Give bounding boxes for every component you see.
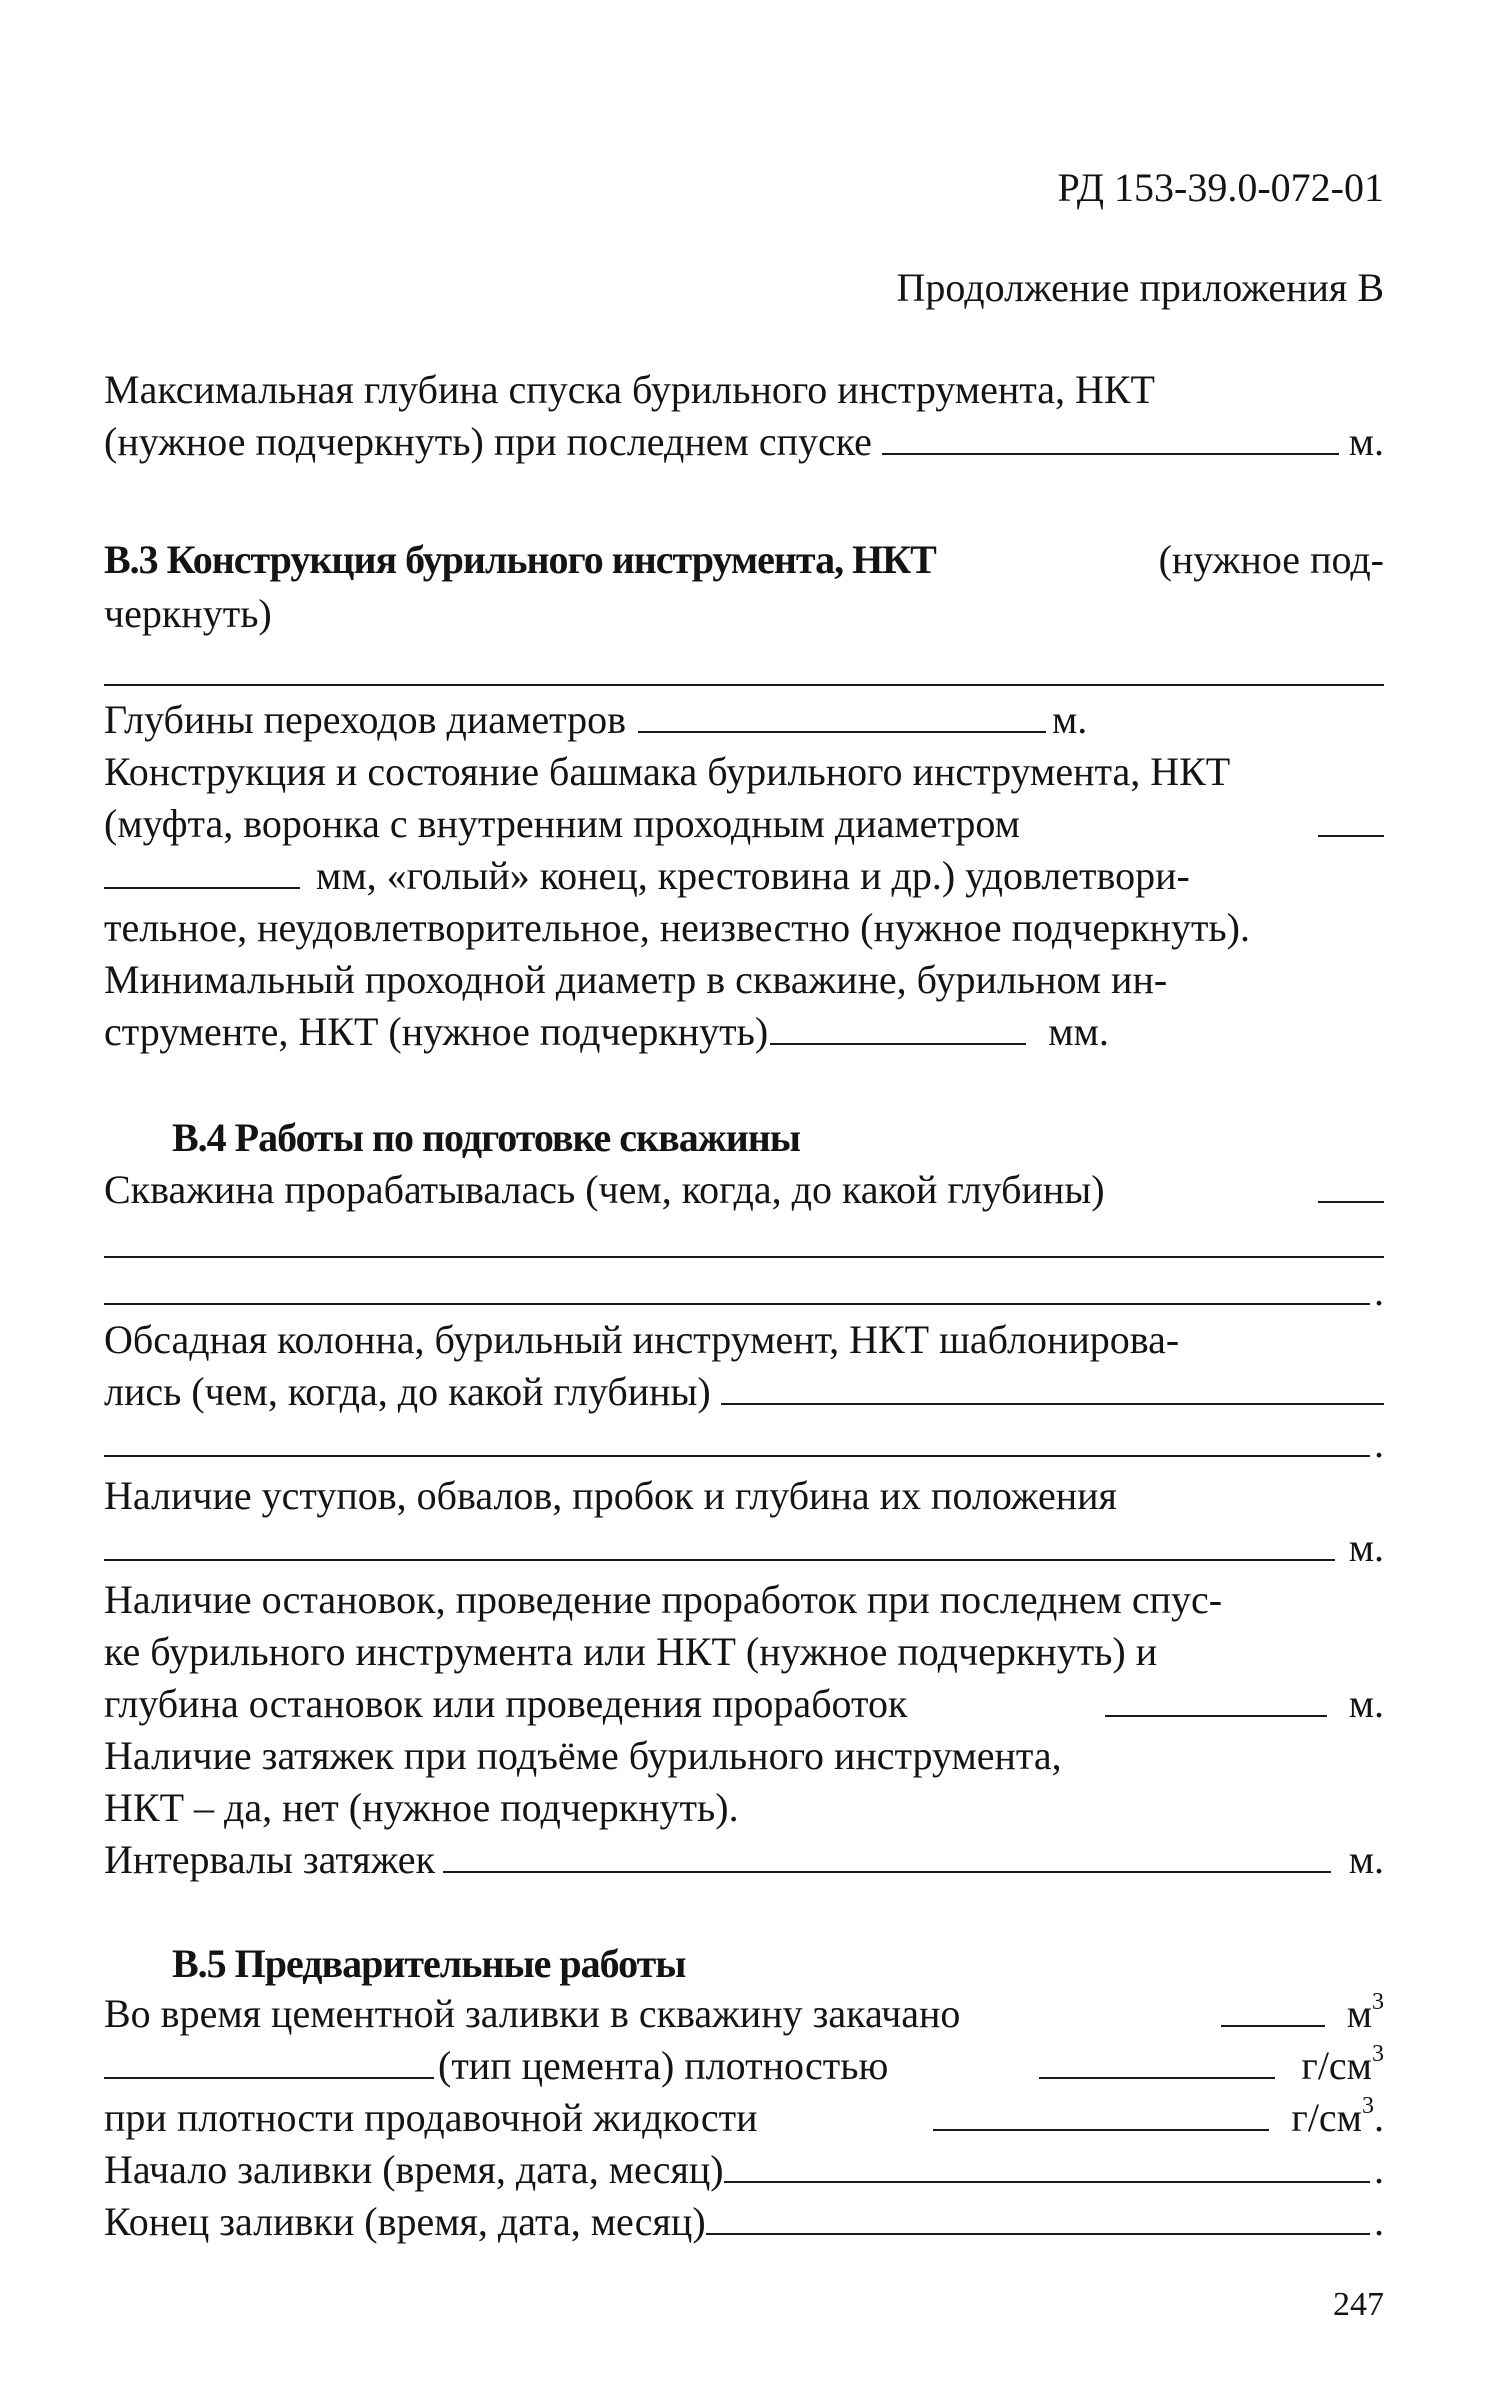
- stops-line-1: Наличие остановок, проведение проработок при последнем спус-: [104, 1577, 1223, 1622]
- shoe-line-1: Конструкция и состояние башмака бурильного инструмента, НКТ: [104, 749, 1231, 794]
- pumped-volume-field[interactable]: [1221, 2025, 1325, 2027]
- end-time-field[interactable]: [706, 2233, 1370, 2235]
- stops-line-2: ке бурильного инструмента или НКТ (нужное подчеркнуть) и: [104, 1629, 1158, 1674]
- doc-code: РД 153-39.0-072-01: [1057, 165, 1384, 210]
- document-page: [104, 0, 1384, 2394]
- b3-construction-field[interactable]: [104, 684, 1384, 686]
- start-line: Начало заливки (время, дата, месяц) .: [104, 2147, 1384, 2192]
- casing-line-1: Обсадная колонна, бурильный инструмент, НКТ шаблонирова-: [104, 1317, 1180, 1362]
- pumped-line: Во время цементной заливки в скважину закачано $м^3$: [104, 1988, 1384, 2036]
- min-diameter-line-2: струменте, НКТ (нужное подчеркнуть) мм.: [104, 1009, 1109, 1054]
- stops-field[interactable]: [1105, 1715, 1327, 1717]
- intro-line-2: (нужное подчеркнуть) при последнем спуске м.: [104, 419, 1384, 464]
- template-field-b[interactable]: [104, 1455, 1370, 1457]
- max-depth-field[interactable]: [882, 453, 1339, 455]
- stops-line-3: глубина остановок или проведения проработок м.: [104, 1681, 1384, 1726]
- reamed-line: Скважина прорабатывалась (чем, когда, до какой глубины): [104, 1160, 1384, 1220]
- min-diameter-field[interactable]: [770, 1043, 1026, 1045]
- drag-line-1: Наличие затяжек при подъёме бурильного инструмента,: [104, 1733, 1062, 1778]
- continuation-title: Продолжение приложения В: [896, 265, 1384, 310]
- ledges-depth-line: м.: [104, 1518, 1384, 1578]
- reamed-field-c[interactable]: [104, 1303, 1370, 1305]
- cement-type-field[interactable]: [104, 2077, 434, 2079]
- shoe-line-2: (муфта, воронка с внутренним проходным диаметром: [104, 794, 1384, 854]
- cement-density-field[interactable]: [1039, 2077, 1275, 2079]
- b3-heading: В.3 Конструкция бурильного инструмента, НКТ (нужное под-: [104, 537, 1384, 582]
- shoe-line-3: мм, «голый» конец, крестовина и др.) удовлетвори-: [104, 846, 1384, 906]
- displacement-line: при плотности продавочной жидкости $г/см^3$.: [104, 2092, 1384, 2140]
- end-line: Конец заливки (время, дата, месяц) .: [104, 2199, 1384, 2244]
- template-field-a[interactable]: [721, 1403, 1384, 1405]
- reamed-field-b[interactable]: [104, 1256, 1384, 1258]
- intervals-field[interactable]: [443, 1871, 1331, 1873]
- b4-heading: В.4 Работы по подготовке скважины: [172, 1115, 801, 1160]
- inner-diameter-field-b[interactable]: [104, 887, 300, 889]
- shoe-line-4: тельное, неудовлетворительное, неизвестно (нужное подчеркнуть).: [104, 905, 1250, 950]
- casing-line-2: лись (чем, когда, до какой глубины): [104, 1362, 1384, 1422]
- page-number: 247: [1333, 2286, 1384, 2323]
- reamed-field-a[interactable]: [1318, 1201, 1384, 1203]
- start-time-field[interactable]: [724, 2181, 1370, 2183]
- min-diameter-line-1: Минимальный проходной диаметр в скважине, бурильном ин-: [104, 957, 1168, 1002]
- ledges-field[interactable]: [104, 1559, 1335, 1561]
- intervals-line: Интервалы затяжек м.: [104, 1837, 1384, 1882]
- displacement-density-field[interactable]: [933, 2129, 1269, 2131]
- drag-line-2: НКТ – да, нет (нужное подчеркнуть).: [104, 1785, 739, 1830]
- intro-line-1: Максимальная глубина спуска бурильного инструмента, НКТ: [104, 367, 1155, 412]
- cement-line: (тип цемента) плотностью $г/см^3$: [104, 2036, 1384, 2096]
- depths-field[interactable]: [638, 731, 1046, 733]
- inner-diameter-field-a[interactable]: [1318, 835, 1384, 837]
- reamed-end: .: [104, 1262, 1384, 1322]
- b3-heading-cont: черкнуть): [104, 591, 272, 636]
- ledges-line: Наличие уступов, обвалов, пробок и глубина их положения: [104, 1473, 1117, 1518]
- b5-heading: В.5 Предварительные работы: [172, 1941, 686, 1986]
- depths-line: Глубины переходов диаметров м.: [104, 697, 1088, 742]
- casing-line-3: .: [104, 1414, 1384, 1474]
